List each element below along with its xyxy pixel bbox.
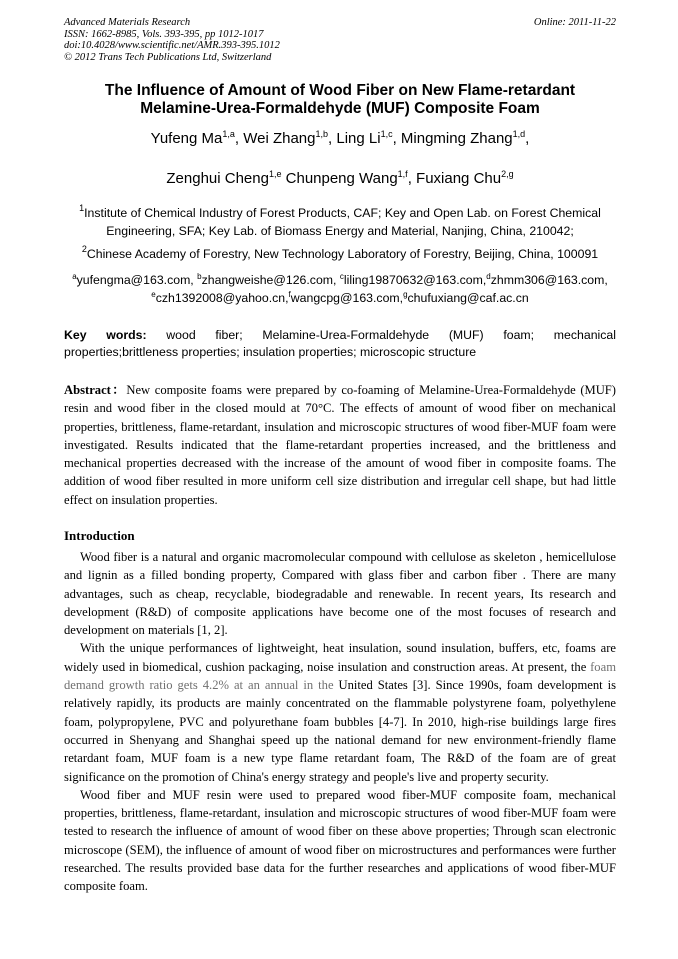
email-address: chufuxiang@caf.ac.cn: [407, 291, 529, 305]
author-sep: ,: [234, 130, 244, 147]
doi-line: doi:10.4028/www.scientific.net/AMR.393-395.1012: [64, 40, 280, 51]
highlighted-text: foam demand growth ratio gets 4.2% at an annual in the: [64, 659, 616, 693]
affiliation-num: 1: [79, 203, 85, 213]
email-address: yufengma@163.com,: [76, 273, 194, 287]
author-sup: 1,f: [397, 169, 408, 179]
author-name: Wei Zhang: [243, 130, 316, 147]
email-address: czh1392008@yahoo.cn,: [155, 291, 289, 305]
author-name: Yufeng Ma: [150, 130, 223, 147]
affiliation-text: Institute of Chemical Industry of Forest Products, CAF; Key and Open Lab. on Forest Chemical: [84, 206, 601, 220]
online-date: Online: 2011-11-22: [533, 17, 616, 28]
email-address: zhmm306@163.com,: [490, 273, 608, 287]
abstract-label: Abstract：: [64, 383, 127, 397]
author-sup: 1,d: [512, 129, 526, 139]
affiliation-text: Engineering, SFA; Key Lab. of Biomass Energy and Material, Nanjing, China, 210042;: [106, 224, 574, 238]
email-address: liling19870632@163.com,: [343, 273, 487, 287]
author-sep: ,: [525, 130, 530, 147]
title-line-1: The Influence of Amount of Wood Fiber on New Flame-retardant: [104, 82, 576, 99]
paragraph: [64, 639, 616, 785]
author-sup: 1,a: [222, 129, 235, 139]
paper-title: [64, 82, 616, 118]
email-address: wangcpg@163.com,: [290, 291, 404, 305]
email-address: zhangweishe@126.com,: [201, 273, 340, 287]
keywords: [64, 327, 616, 361]
abstract: [64, 381, 616, 509]
abstract-text: New composite foams were prepared by co-foaming of Melamine-Urea-Formaldehyde (MUF) resin and wood fiber in the closed mould at 70°C. The effects of amount of wood fiber on mechanical properties, brittleness, flame-retardant, insulation and microscopic structures of wood fiber-MUF foam were investigated. Results indicated that the flame-retardant properties increased, and the brittleness and mechanical properties decreased with the increase of the amount of wood fiber in composite foams. The addition of wood fiber resulted in more uniform cell size distribution and irregular cell shape, but had little effect on insulation properties.: [64, 383, 616, 507]
authors-line-1: [64, 130, 616, 148]
keywords-text: wood fiber; Melamine-Urea-Formaldehyde (MUF) foam; mechanical properties;brittleness properties; insulation properties; microscopic structure: [64, 328, 616, 359]
author-name: Fuxiang Chu: [416, 170, 502, 187]
keywords-label: Key words:: [64, 328, 147, 342]
authors-line-2: [64, 170, 616, 188]
email-sup: b: [197, 272, 202, 281]
email-sup: e: [151, 290, 156, 299]
affiliation-num: 2: [81, 244, 87, 254]
author-name: Mingming Zhang: [400, 130, 513, 147]
author-sep: ,: [328, 130, 337, 147]
issn-line: ISSN: 1662-8985, Vols. 393-395, pp 1012-1017: [64, 28, 264, 40]
author-name: Chunpeng Wang: [285, 170, 398, 187]
author-sep: ,: [407, 170, 417, 187]
affiliation-1: [64, 204, 616, 240]
author-sep: ,: [392, 130, 401, 147]
affiliation-text: Chinese Academy of Forestry, New Technology Laboratory of Forestry, Beijing, China, 100091: [86, 247, 599, 261]
author-name: Ling Li: [336, 130, 381, 147]
paragraph: Wood fiber is a natural and organic macromolecular compound with cellulose as skeleton , hemicellulose and lignin as a filled bonding property, Compared with glass fiber and carbon fiber . There are many advantages, such as cheap, recyclable, biodegradable and renewable. In recent years, Its research and development (R&D) of composite applications have become one of the most focuses of research and development on materials [1, 2].: [64, 550, 616, 638]
section-heading-introduction: Introduction: [64, 528, 135, 543]
email-sup: f: [288, 290, 291, 299]
author-sup: 1,b: [315, 129, 329, 139]
journal-header: [64, 17, 616, 63]
author-sup: 1,c: [380, 129, 393, 139]
email-sup: a: [72, 272, 77, 281]
author-name: Zenghui Cheng: [166, 170, 269, 187]
paragraph-text: United States [3]. Since 1990s, foam development is relatively rapidly, its products are mainly concentrated on the flammable polystyrene foam, polyethylene foam, polypropylene, PVC and polyurethane foam bubbles [4-7]. In 2010, high-rise buildings large fires occurred in Shenyang and Shanghai speed up the national demand for new environment-friendly flame retardant foam, MUF foam is a new type flame retardant foam, The R&D of the foam are of great significance on the promotion of China's energy strategy and people's live and property security.: [64, 678, 616, 784]
author-sup: 2,g: [501, 169, 514, 179]
email-sup: d: [486, 272, 491, 281]
email-sup: g: [403, 290, 408, 299]
introduction-body: [64, 548, 616, 896]
paragraph-text: With the unique performances of lightweight, heat insulation, sound insulation, buffers, etc, foams are widely used in biomedical, cushion packaging, noise insulation and construction areas. At present, the: [64, 641, 616, 674]
paragraph: Wood fiber and MUF resin were used to prepared wood fiber-MUF composite foam, mechanical properties, brittleness, flame-retardant, insulation and microscopic structures of wood fiber-MUF foam were tested to research the influence of amount of wood fiber on these above properties; Through scan electronic microscope (SEM), the influence of amount of wood fiber on microstructures and performances were further researched. The results provided base data for the further researches and applications of wood fiber-MUF composite foam.: [64, 787, 616, 894]
author-sup: 1,e: [268, 169, 282, 179]
affiliation-2: [64, 245, 616, 263]
journal-name: Advanced Materials Research: [64, 17, 191, 28]
title-line-2: Melamine-Urea-Formaldehyde (MUF) Composite Foam: [140, 100, 540, 117]
email-list: [64, 271, 616, 307]
email-sup: c: [339, 272, 344, 281]
copyright-line: © 2012 Trans Tech Publications Ltd, Switzerland: [64, 51, 272, 63]
